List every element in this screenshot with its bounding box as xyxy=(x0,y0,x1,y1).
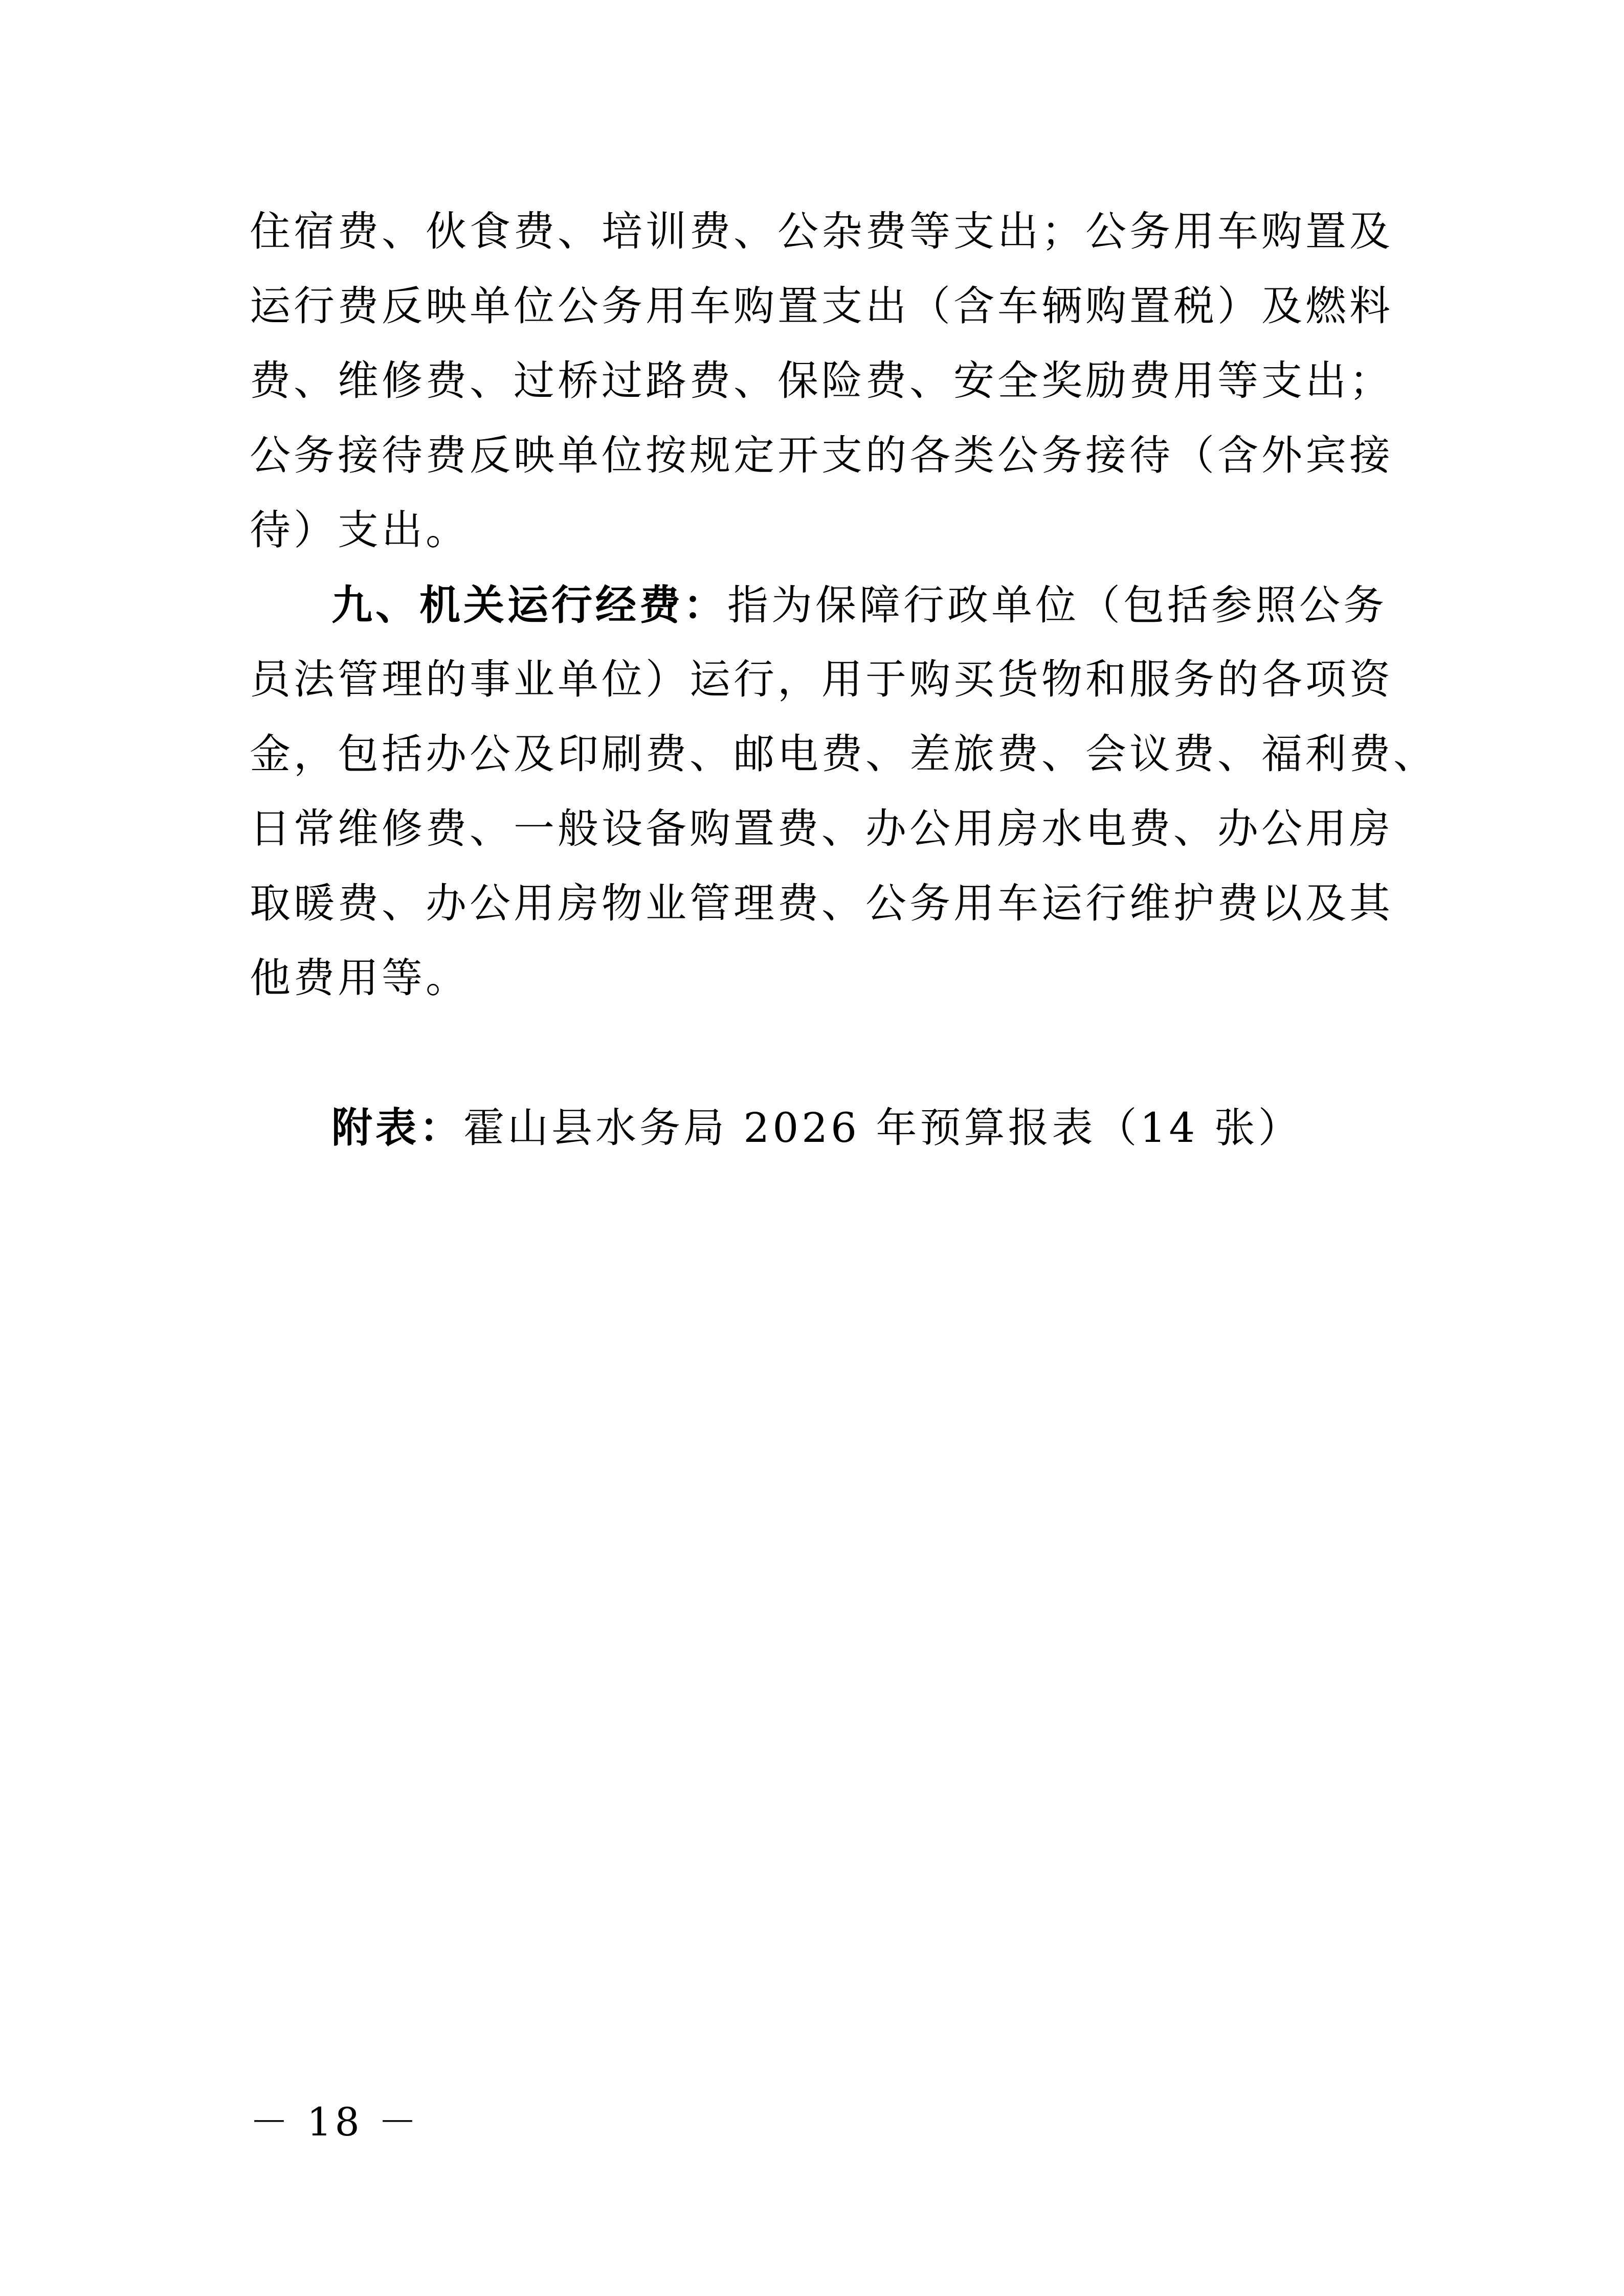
paragraph-public-expenses xyxy=(250,194,1393,568)
section-heading-text: 指为保障行政单位（包括参照公务 xyxy=(727,581,1387,629)
paragraph-spacer xyxy=(250,1016,1380,1090)
section-heading: 九、机关运行经费： xyxy=(331,581,727,629)
attachment-text: 霍山县水务局 2026 年预算报表（14 张） xyxy=(463,1104,1302,1152)
text-line: 员法管理的事业单位）运行，用于购买货物和服务的各项资 xyxy=(250,656,1393,703)
text-line: 费、维修费、过桥过路费、保险费、安全奖励费用等支出； xyxy=(250,357,1393,404)
page-number: － 18 － xyxy=(250,2099,420,2145)
document-body xyxy=(250,194,1437,1165)
text-line xyxy=(250,568,1387,642)
text-line: 他费用等。 xyxy=(250,954,470,1002)
attachment-label: 附表： xyxy=(331,1104,463,1152)
text-line: 日常维修费、一般设备购置费、办公用房水电费、办公用房 xyxy=(250,805,1393,852)
text-line: 取暖费、办公用房物业管理费、公务用车运行维护费以及其 xyxy=(250,880,1393,927)
text-line: 运行费反映单位公务用车购置支出（含车辆购置税）及燃料 xyxy=(250,282,1393,330)
text-line: 住宿费、伙食费、培训费、公杂费等支出；公务用车购置及 xyxy=(250,208,1393,255)
text-line: 待）支出。 xyxy=(250,506,470,554)
text-line: 公务接待费反映单位按规定开支的各类公务接待（含外宾接 xyxy=(250,432,1393,479)
paragraph-operating-expenses xyxy=(250,568,1437,1016)
text-line: 金，包括办公及印刷费、邮电费、差旅费、会议费、福利费、 xyxy=(250,730,1437,778)
attachment-note xyxy=(250,1090,1380,1165)
